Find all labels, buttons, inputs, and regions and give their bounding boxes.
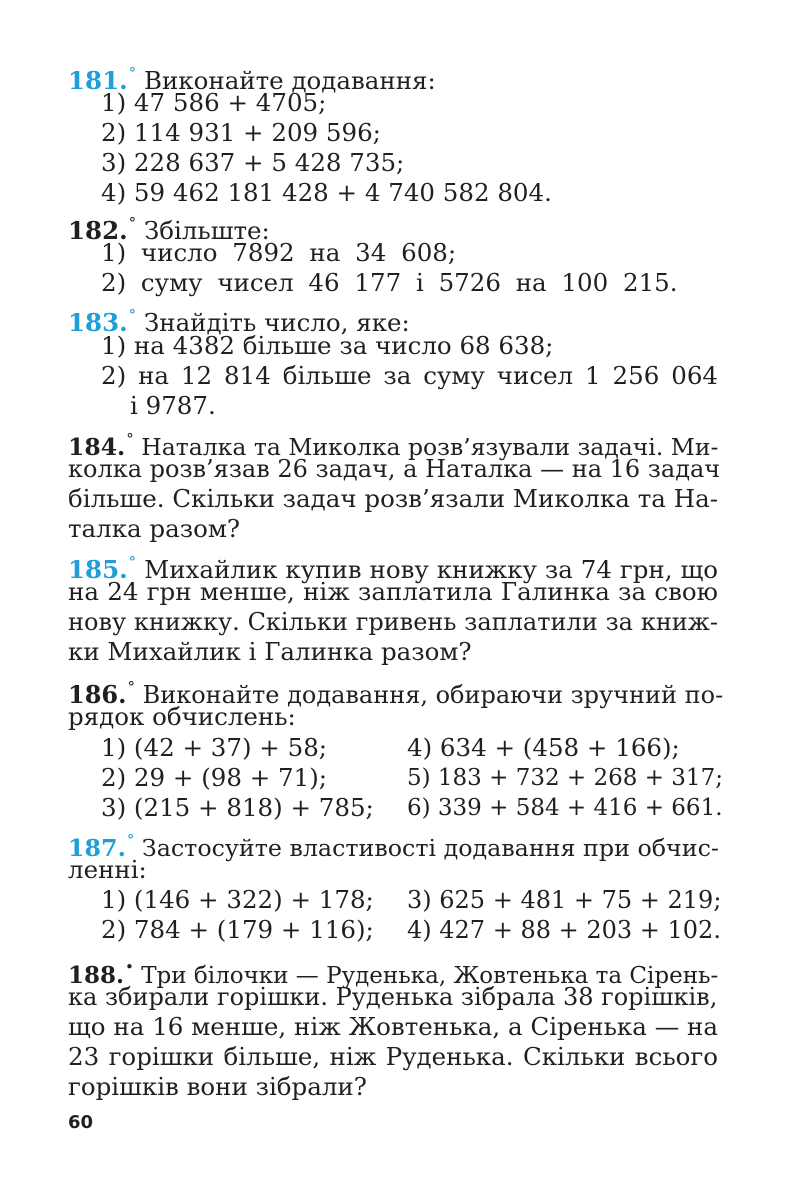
problem-text-line: 23 горішки більше, ніж Руденька. Скільки всього [68,1042,718,1071]
problem-text: Михайлик купив нову книжку за 74 грн, що [144,555,718,584]
problem-text-line: що на 16 менше, ніж Жовтенька, а Сіренька — на [68,1012,718,1041]
problem-text: Знайдіть число, яке: [143,308,410,337]
exercise-item: 3) (215 + 818) + 785; [101,793,374,822]
exercise-item: 1) (146 + 322) + 178; [101,885,374,914]
difficulty-marker: ° [128,214,137,232]
difficulty-marker: ° [128,553,137,571]
problem-text-line: нову книжку. Скільки гривень заплатили за книж- [68,608,718,636]
problem-text: Виконайте додавання: [143,66,436,95]
exercise-item: 2) 114 931 + 209 596; [101,118,381,147]
exercise-item: 2) 784 + (179 + 116); [101,915,374,944]
problem-text: Збільште: [143,216,270,245]
problem-text-line: ленні: [68,855,147,884]
problem-184-line [68,424,719,461]
problem-183-heading [68,300,410,337]
problem-number: 188. [68,962,125,989]
problem-text-line: більше. Скільки задач розв’язали Миколка та На- [68,484,718,513]
exercise-item: 1) число 7892 на 34 608; [101,238,457,267]
problem-number: 186. [68,680,127,709]
problem-text-line: на 24 грн менше, ніж заплатила Галинка за свою [68,577,718,606]
problem-number: 181. [68,66,128,95]
problem-number: 185. [68,555,128,584]
problem-number: 187. [68,834,126,862]
exercise-item-continuation: і 9787. [130,391,216,420]
page-number: 60 [68,1112,94,1133]
problem-text-line: талка разом? [68,514,241,543]
problem-number: 184. [68,433,126,461]
problem-text: Виконайте додавання, обираючи зручний по- [142,681,724,709]
exercise-item: 2) на 12 814 більше за суму чисел 1 256 064 [101,361,718,390]
exercise-item: 4) 59 462 181 428 + 4 740 582 804. [101,178,552,207]
difficulty-marker: • [125,958,134,976]
problem-185-line [68,547,718,584]
problem-number: 183. [68,308,128,337]
problem-text: Три білочки — Руденька, Жовтенька та Сірень- [141,963,719,989]
problem-181-heading [68,58,436,95]
difficulty-marker: ° [127,678,135,696]
difficulty-marker: ° [126,430,134,448]
problem-text: Наталка та Миколка розв’язували задачі. Ми- [141,433,719,461]
exercise-item: 4) 634 + (458 + 166); [407,733,680,762]
problem-text-line: ки Михайлик і Галинка разом? [68,637,472,666]
problem-text-line: ка збирали горішки. Руденька зібрала 38 горішків, [68,983,718,1011]
problem-188-line [68,952,719,989]
problem-182-heading [68,208,270,245]
exercise-item: 3) 625 + 481 + 75 + 219; [407,886,722,914]
exercise-item: 3) 228 637 + 5 428 735; [101,148,405,177]
problem-187-line [68,825,719,862]
exercise-item: 2) суму чисел 46 177 і 5726 на 100 215. [101,268,678,297]
difficulty-marker: ° [128,64,137,82]
exercise-item: 4) 427 + 88 + 203 + 102. [407,916,721,944]
exercise-item: 6) 339 + 584 + 416 + 661. [407,795,723,821]
problem-text: Застосуйте властивості додавання при обчис- [141,834,719,862]
problem-186-line [68,672,724,709]
exercise-item: 2) 29 + (98 + 71); [101,763,328,792]
problem-text-line: рядок обчислень: [68,702,296,731]
difficulty-marker: ° [128,306,137,324]
exercise-item: 1) (42 + 37) + 58; [101,733,328,762]
problem-text-line: горішків вони зібрали? [68,1072,367,1101]
difficulty-marker: ° [126,831,135,849]
exercise-item: 1) 47 586 + 4705; [101,88,327,117]
problem-text-line: колка розв’язав 26 задач, а Наталка — на 16 задач [68,455,721,483]
exercise-item: 5) 183 + 732 + 268 + 317; [407,765,723,791]
problem-number: 182. [68,216,128,245]
exercise-item: 1) на 4382 більше за число 68 638; [101,331,554,360]
